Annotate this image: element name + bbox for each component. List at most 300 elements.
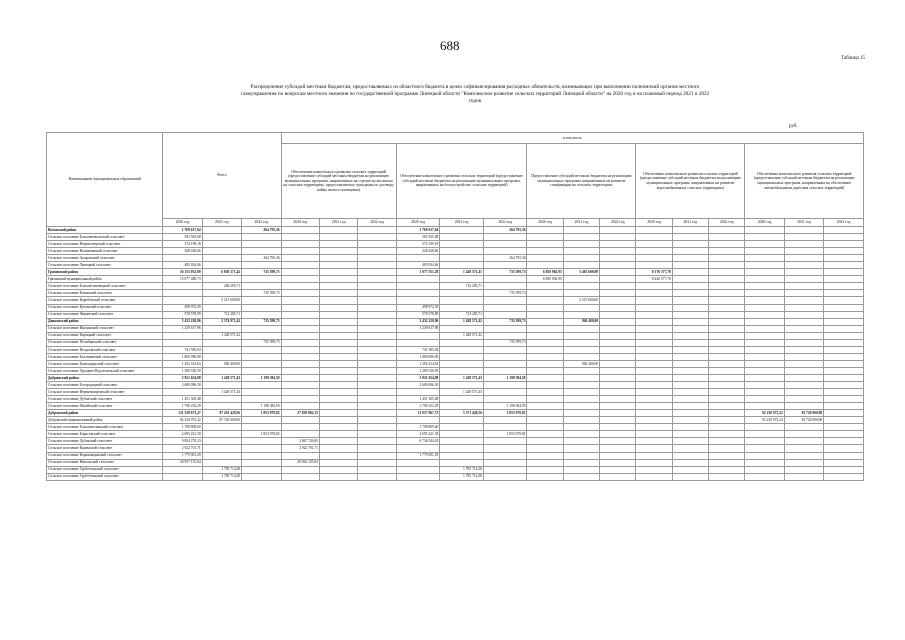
value-cell	[672, 410, 708, 417]
value-cell	[281, 332, 319, 339]
value-cell	[281, 241, 319, 248]
value-cell: 8 176 577,78	[636, 269, 672, 276]
value-cell	[672, 473, 708, 480]
value-cell	[709, 431, 745, 438]
value-cell	[163, 297, 202, 304]
value-cell	[784, 389, 823, 396]
value-cell	[672, 452, 708, 459]
value-cell	[527, 283, 563, 290]
value-cell: 5 921 654,08	[163, 374, 202, 381]
value-cell	[358, 234, 396, 241]
value-cell	[824, 297, 864, 304]
value-cell	[636, 262, 672, 269]
value-cell: 1 289 530,59	[163, 367, 202, 374]
value-cell	[672, 353, 708, 360]
value-cell	[636, 424, 672, 431]
value-cell	[636, 389, 672, 396]
value-cell	[600, 438, 636, 445]
value-cell	[636, 360, 672, 367]
table-row	[47, 234, 864, 241]
value-cell	[163, 389, 202, 396]
value-cell	[527, 410, 563, 417]
value-cell	[672, 290, 708, 297]
value-cell: 735 599,73	[483, 290, 527, 297]
value-cell: 485 034,66	[396, 262, 440, 269]
value-cell	[784, 403, 823, 410]
value-cell	[672, 403, 708, 410]
value-cell	[281, 248, 319, 255]
value-cell	[319, 431, 357, 438]
value-cell	[527, 417, 563, 424]
value-cell	[784, 367, 823, 374]
value-cell	[600, 318, 636, 325]
value-cell: 11 057 867,73	[396, 410, 440, 417]
value-cell	[483, 241, 527, 248]
row-name: Сельское поселение Иншинский сельсовет	[47, 325, 163, 332]
value-cell	[636, 346, 672, 353]
value-cell: 374 199,18	[396, 241, 440, 248]
value-cell: 1 798 809,60	[163, 424, 202, 431]
value-cell	[824, 396, 864, 403]
value-cell	[527, 466, 563, 473]
value-cell: 5 215 600,00	[563, 297, 599, 304]
value-cell	[824, 227, 864, 234]
value-cell	[483, 360, 527, 367]
value-cell	[745, 283, 784, 290]
value-cell	[824, 262, 864, 269]
table-row	[47, 459, 864, 466]
value-cell	[281, 297, 319, 304]
value-cell: 1 289 530,59	[396, 367, 440, 374]
value-cell	[281, 290, 319, 297]
value-cell	[745, 382, 784, 389]
value-cell	[202, 445, 241, 452]
value-cell: 20 957 155,04	[163, 459, 202, 466]
value-cell: 83 720 000,00	[784, 410, 823, 417]
value-cell	[745, 473, 784, 480]
value-cell	[396, 466, 440, 473]
value-cell	[824, 248, 864, 255]
value-cell	[636, 227, 672, 234]
page-number: 688	[440, 38, 460, 53]
value-cell	[358, 311, 396, 318]
value-cell	[563, 445, 599, 452]
value-cell	[563, 410, 599, 417]
value-cell: 264 795,36	[242, 255, 281, 262]
table-row	[47, 297, 864, 304]
value-cell	[163, 255, 202, 262]
value-cell	[163, 466, 202, 473]
value-cell	[745, 346, 784, 353]
value-cell	[784, 353, 823, 360]
value-cell	[709, 396, 745, 403]
value-cell	[600, 431, 636, 438]
value-cell	[358, 255, 396, 262]
value-cell	[358, 227, 396, 234]
value-cell	[600, 290, 636, 297]
value-cell	[319, 255, 357, 262]
table-row	[47, 346, 864, 353]
value-cell	[745, 248, 784, 255]
value-cell	[527, 367, 563, 374]
value-cell	[281, 473, 319, 480]
table-row	[47, 382, 864, 389]
value-cell: 735 599,73	[242, 339, 281, 346]
value-cell	[563, 241, 599, 248]
value-cell	[824, 311, 864, 318]
value-cell	[600, 325, 636, 332]
table-row	[47, 241, 864, 248]
value-cell	[824, 403, 864, 410]
value-cell: 714 285,71	[202, 311, 241, 318]
value-cell	[319, 318, 357, 325]
value-cell	[319, 382, 357, 389]
value-cell	[396, 255, 440, 262]
value-cell	[745, 431, 784, 438]
value-cell	[527, 339, 563, 346]
value-cell	[563, 290, 599, 297]
value-cell: 581 925,08	[163, 234, 202, 241]
value-cell	[600, 234, 636, 241]
value-cell	[824, 410, 864, 417]
value-cell	[396, 297, 440, 304]
value-cell: 1 428 571,43	[440, 374, 484, 381]
value-cell	[242, 353, 281, 360]
value-cell	[636, 466, 672, 473]
value-cell	[242, 262, 281, 269]
value-cell	[319, 227, 357, 234]
value-cell	[319, 410, 357, 417]
value-cell	[163, 339, 202, 346]
value-cell	[600, 248, 636, 255]
year-header: 2022 год	[709, 219, 745, 227]
value-cell	[527, 332, 563, 339]
value-cell	[563, 417, 599, 424]
value-cell	[745, 452, 784, 459]
value-cell	[527, 325, 563, 332]
value-cell	[672, 431, 708, 438]
year-header: 2020 год	[527, 219, 563, 227]
value-cell	[784, 473, 823, 480]
table-row	[47, 374, 864, 381]
value-cell	[440, 304, 484, 311]
value-cell: 1 198 384,59	[483, 403, 527, 410]
value-cell	[440, 403, 484, 410]
value-cell	[636, 241, 672, 248]
value-cell	[636, 396, 672, 403]
value-cell	[358, 269, 396, 276]
value-cell	[600, 311, 636, 318]
value-cell	[202, 241, 241, 248]
row-name: Сельское поселение Кузовский сельсовет	[47, 304, 163, 311]
value-cell	[527, 431, 563, 438]
value-cell	[358, 346, 396, 353]
value-cell: 485 034,66	[163, 262, 202, 269]
value-cell	[483, 417, 527, 424]
value-cell	[636, 403, 672, 410]
value-cell	[784, 304, 823, 311]
value-cell: 581 925,08	[396, 234, 440, 241]
value-cell	[527, 360, 563, 367]
value-cell	[709, 332, 745, 339]
value-cell	[527, 248, 563, 255]
row-name: Грязинский район	[47, 269, 163, 276]
value-cell	[242, 438, 281, 445]
value-cell	[709, 227, 745, 234]
value-cell	[527, 445, 563, 452]
document-title: Распределение субсидий местным бюджетам, предоставляемых из областного бюджета в целях софинансирования расходных обязательств, возникающих при выполнении полномочий органов местного самоуправления по вопросам местного значения по государственной программе Липецкой области "Комплексное развитие сельских территорий Липецкой области" на 2020 год и на плановый период 2021 и 2022 годов	[240, 84, 710, 104]
row-name: Добровский район	[47, 410, 163, 417]
value-cell	[745, 276, 784, 283]
value-cell	[281, 403, 319, 410]
value-cell	[709, 269, 745, 276]
value-cell	[709, 360, 745, 367]
value-cell	[600, 396, 636, 403]
table-row	[47, 389, 864, 396]
row-name: Сельское поселение Воловчинский сельсовет	[47, 248, 163, 255]
value-cell	[563, 431, 599, 438]
value-cell: 5 921 654,08	[396, 374, 440, 381]
value-cell	[358, 304, 396, 311]
value-cell	[319, 304, 357, 311]
value-cell	[672, 255, 708, 262]
value-cell	[824, 382, 864, 389]
value-cell	[784, 234, 823, 241]
year-header: 2022 год	[483, 219, 527, 227]
value-cell	[784, 431, 823, 438]
value-cell	[600, 403, 636, 410]
value-cell	[636, 367, 672, 374]
value-cell	[358, 431, 396, 438]
value-cell	[527, 389, 563, 396]
table-row	[47, 403, 864, 410]
value-cell	[672, 382, 708, 389]
value-cell	[563, 374, 599, 381]
value-cell: 1 239 617,96	[163, 325, 202, 332]
value-cell	[281, 311, 319, 318]
value-cell	[563, 332, 599, 339]
value-cell	[319, 459, 357, 466]
value-cell	[600, 276, 636, 283]
value-cell	[440, 227, 484, 234]
value-cell	[824, 438, 864, 445]
value-cell	[745, 339, 784, 346]
value-cell	[358, 248, 396, 255]
value-cell: 92 230 972,22	[745, 410, 784, 417]
year-header: 2022 год	[600, 219, 636, 227]
value-cell: 1 292 414,63	[163, 360, 202, 367]
row-name: Сельское поселение Липецкий сельсовет	[47, 262, 163, 269]
value-cell	[745, 304, 784, 311]
value-cell	[319, 283, 357, 290]
value-cell	[202, 367, 241, 374]
value-cell	[672, 360, 708, 367]
value-cell	[281, 452, 319, 459]
value-cell	[709, 318, 745, 325]
value-cell	[358, 410, 396, 417]
value-cell: 1 785 714,28	[440, 473, 484, 480]
year-header: 2021 год	[672, 219, 708, 227]
row-name: Добринский район	[47, 374, 163, 381]
value-cell	[600, 304, 636, 311]
value-cell	[563, 248, 599, 255]
value-cell	[358, 417, 396, 424]
value-cell: 2 867 726,00	[281, 438, 319, 445]
value-cell	[163, 332, 202, 339]
table-row	[47, 283, 864, 290]
value-cell	[636, 445, 672, 452]
value-cell	[202, 325, 241, 332]
value-cell	[319, 332, 357, 339]
value-cell	[440, 276, 484, 283]
value-cell	[600, 339, 636, 346]
value-cell	[281, 318, 319, 325]
value-cell	[600, 410, 636, 417]
value-cell	[483, 367, 527, 374]
value-cell	[709, 367, 745, 374]
row-name: Сельское поселение Кирицкий сельсовет	[47, 332, 163, 339]
value-cell	[784, 360, 823, 367]
table-row	[47, 438, 864, 445]
value-cell: 1 779 001,29	[163, 452, 202, 459]
table-row	[47, 431, 864, 438]
value-cell: 2 680 096,30	[396, 382, 440, 389]
value-cell	[672, 283, 708, 290]
value-cell	[672, 374, 708, 381]
value-cell	[745, 234, 784, 241]
value-cell	[527, 438, 563, 445]
value-cell: 5 401 600,00	[563, 269, 599, 276]
value-cell	[709, 473, 745, 480]
value-cell	[636, 431, 672, 438]
value-cell	[636, 339, 672, 346]
value-cell	[784, 346, 823, 353]
value-cell: 946 400,00	[202, 360, 241, 367]
table-row	[47, 360, 864, 367]
value-cell: 20 962 155,04	[281, 459, 319, 466]
year-header: 2020 год	[396, 219, 440, 227]
value-cell	[563, 382, 599, 389]
value-cell: 9 004 270,23	[163, 438, 202, 445]
table-row	[47, 332, 864, 339]
value-cell	[527, 241, 563, 248]
row-name: Сельское поселение Трубетчинский сельсовет	[47, 466, 163, 473]
value-cell	[483, 311, 527, 318]
value-cell	[824, 290, 864, 297]
value-cell	[483, 452, 527, 459]
value-cell	[202, 234, 241, 241]
value-cell	[784, 445, 823, 452]
value-cell	[672, 438, 708, 445]
value-cell: 1 869 096,90	[163, 353, 202, 360]
value-cell: 1 428 571,42	[440, 332, 484, 339]
value-cell	[824, 473, 864, 480]
value-cell	[202, 438, 241, 445]
value-cell	[600, 424, 636, 431]
value-cell	[709, 339, 745, 346]
row-name: Сельское поселение Большеизвольский сельсовет	[47, 234, 163, 241]
value-cell	[672, 396, 708, 403]
value-cell	[784, 466, 823, 473]
value-cell	[636, 325, 672, 332]
value-cell	[319, 374, 357, 381]
value-cell	[824, 353, 864, 360]
value-cell	[709, 346, 745, 353]
value-cell	[672, 346, 708, 353]
value-cell: 1 790 252,29	[396, 403, 440, 410]
value-cell	[527, 382, 563, 389]
row-name: Сельское поселение Коробовский сельсовет	[47, 297, 163, 304]
value-cell: 1 779 001,29	[396, 452, 440, 459]
year-header: 2022 год	[824, 219, 864, 227]
table-row	[47, 339, 864, 346]
row-name: Грязинский муниципальный район	[47, 276, 163, 283]
value-cell	[636, 255, 672, 262]
value-cell: 1 785 714,28	[202, 466, 241, 473]
row-name: Сельское поселение Полибинский сельсовет	[47, 339, 163, 346]
value-cell	[396, 283, 440, 290]
value-cell	[745, 311, 784, 318]
value-cell	[358, 396, 396, 403]
subsidy-table	[46, 132, 864, 481]
row-name: Сельское поселение Трубетчинский сельсовет	[47, 473, 163, 480]
table-row	[47, 452, 864, 459]
value-cell: 1 853 978,82	[483, 431, 527, 438]
value-cell	[527, 227, 563, 234]
value-cell	[745, 466, 784, 473]
value-cell	[745, 438, 784, 445]
value-cell	[709, 403, 745, 410]
value-cell	[745, 459, 784, 466]
value-cell	[483, 297, 527, 304]
value-cell	[281, 346, 319, 353]
value-cell: 6 830 171,42	[202, 269, 241, 276]
value-cell	[784, 339, 823, 346]
value-cell	[672, 325, 708, 332]
value-cell: 1 428 571,43	[202, 389, 241, 396]
value-cell	[483, 276, 527, 283]
value-cell	[319, 269, 357, 276]
row-name: Сельское поселение Каменский сельсовет	[47, 445, 163, 452]
table-row	[47, 276, 864, 283]
value-cell	[824, 304, 864, 311]
value-cell	[440, 417, 484, 424]
value-cell: 92 230 972,22	[745, 417, 784, 424]
value-cell	[600, 445, 636, 452]
value-cell	[672, 248, 708, 255]
table-row	[47, 325, 864, 332]
value-cell	[636, 297, 672, 304]
value-cell	[600, 332, 636, 339]
value-cell	[672, 262, 708, 269]
value-cell	[281, 367, 319, 374]
value-cell	[319, 276, 357, 283]
value-cell	[527, 304, 563, 311]
year-header: 2020 год	[163, 219, 202, 227]
value-cell	[202, 346, 241, 353]
value-cell	[745, 389, 784, 396]
value-cell	[784, 332, 823, 339]
value-cell: 946 400,00	[563, 360, 599, 367]
value-cell	[672, 424, 708, 431]
row-name: Сельское поселение Никольский сельсовет	[47, 459, 163, 466]
value-cell	[672, 389, 708, 396]
value-cell	[319, 417, 357, 424]
table-row	[47, 367, 864, 374]
value-cell	[242, 332, 281, 339]
value-cell: 5 215 600,00	[202, 297, 241, 304]
value-cell	[784, 424, 823, 431]
